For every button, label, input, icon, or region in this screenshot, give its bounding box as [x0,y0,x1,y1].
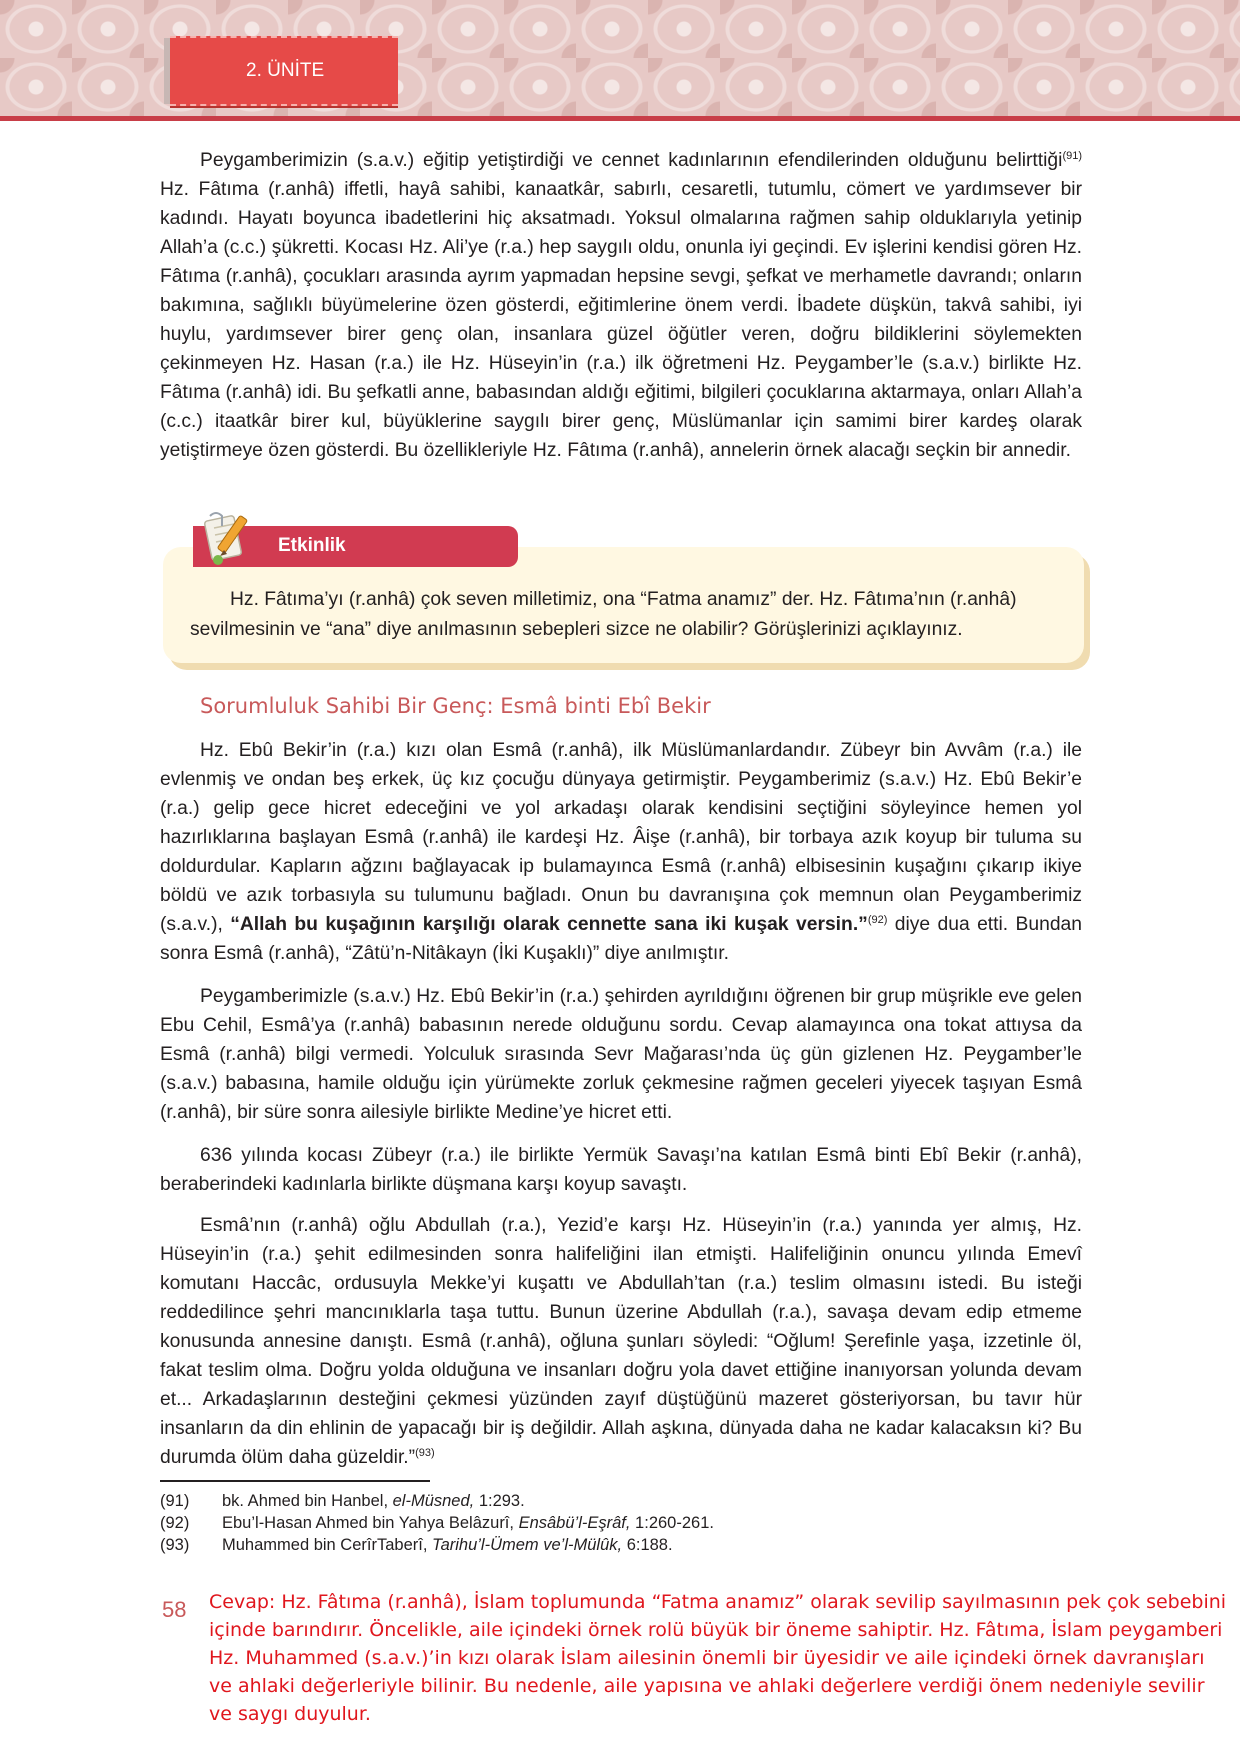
header-divider [0,116,1240,121]
footnote-ref-93: (93) [415,1447,435,1459]
footnote-item [160,1512,1080,1534]
hadith-quote: “Allah bu kuşağının karşılığı olarak cennette sana iki kuşak versin.” [230,914,868,935]
footnote-text: bk. Ahmed bin Hanbel, [222,1492,393,1510]
footnote-number: (92) [160,1514,190,1532]
paragraph-text: Hz. Fâtıma (r.anhâ) iffetli, hayâ sahibi, kanaatkâr, sabırlı, cesaretli, tutumlu, cömert ve yardımsever bir kadındı. Hayatı boyunca ibadetlerini hiç aksatmadı. Yoksul olmalarına rağmen sahip olduklarıyla yetinip Allah’a (c.c.) şükretti. Kocası Hz. Ali’ye (r.a.) hep saygılı oldu, onunla iyi geçindi. Ev işlerini kendisi gören Hz. Fâtıma (r.anhâ), çocukları arasında ayrım yapmadan hepsine sevgi, şefkat ve merhametle davrandı; onların bakımına, sağlıklı büyümelerine özen gösterdi, eğitimlerine önem verdi. İbadete düşkün, takvâ sahibi, iyi huylu, yardımsever birer genç olan, insanlara güzel öğütler veren, doğru bildiklerini söylemekten çekinmeyen Hz. Hasan (r.a.) ile Hz. Hüseyin’in (r.a.) ilk öğretmeni Hz. Peygamber’le (s.a.v.) birlikte Hz. Fâtıma (r.anhâ) idi. Bu şefkatli anne, babasından aldığı eğitimi, bilgileri çocuklarına aktarmaya, onları Allah’a (c.c.) itaatkâr birer kul, büyüklerine saygılı birer genç, Müslümanlar için samimi birer kardeş olarak yetiştirmeye özen gösterdi. Bu özellikleriyle Hz. Fâtıma (r.anhâ), annelerin örnek alacağı seçkin bir annedir. [160,179,1082,461]
paragraph-text: Peygamberimizin (s.a.v.) eğitip yetiştirdiği ve cennet kadınlarının efendilerinden olduğunu belirttiği [200,150,1063,171]
unit-label: 2. ÜNİTE [246,60,325,81]
paragraph-text: Hz. Ebû Bekir’in (r.a.) kızı olan Esmâ (r.anhâ), ilk Müslümanlardandır. Zübeyr bin Avvâm (r.a.) ile evlenmiş ve ondan beş erkek, üç kız çocuğu dünyaya getirmiştir. Peygamberimiz (s.a.v.) Hz. Ebû Bekir’e (r.a.) gelip gece hicret edeceğini ve yol arkadaşı olarak kendisini seçtiğini söyleyince hemen yol hazırlıklarına başlayan Esmâ (r.anhâ) ile kardeşi Hz. Âişe (r.anhâ), bir torbaya azık koyup bir tuluma su doldurdular. Kapların ağzını bağlayacak ip bulamayınca Esmâ (r.anhâ) elbisesinin kuşağını çıkarıp ikiye böldü ve azık torbasıyla su tulumunu bağladı. Onun bu davranışına çok memnun olan Peygamberimiz (s.a.v.), [160,740,1082,935]
footnote-text: 1:260-261. [630,1514,714,1532]
footnote-text: 6:188. [622,1536,673,1554]
footnote-text: 1:293. [474,1492,525,1510]
footnote-item [160,1490,1080,1512]
paragraph-esma-1 [160,736,1082,968]
footnotes [160,1490,1080,1556]
footnote-number: (93) [160,1536,190,1554]
section-title: Sorumluluk Sahibi Bir Genç: Esmâ binti Ebî Bekir [200,694,711,718]
footnote-item [160,1534,1080,1556]
paragraph-esma-2: Peygamberimizle (s.a.v.) Hz. Ebû Bekir’in (r.a.) şehirden ayrıldığını öğrenen bir grup müşrikle eve gelen Ebu Cehil, Esmâ’ya (r.anhâ) babasının nerede olduğunu sordu. Cevap alamayınca ona tokat attıysa da Esmâ (r.anhâ) bilgi vermedi. Yolculuk sırasında Sevr Mağarası’nda üç gün gizlenen Hz. Peygamber’le (s.a.v.) babasına, hamile olduğu için yürümekte zorluk çekmesine rağmen geceleri yiyecek taşıyan Esmâ (r.anhâ), bir süre sonra ailesiyle birlikte Medine’ye hicret etti. [160,986,1082,1123]
paragraph-text: Esmâ’nın (r.anhâ) oğlu Abdullah (r.a.), Yezid’e karşı Hz. Hüseyin’in (r.a.) yanında yer almış, Hz. Hüseyin’in (r.a.) şehit edilmesinden sonra halifeliğini ilan etmişti. Halifeliğinin onuncu yılında Emevî komutanı Haccâc, ordusuyla Mekke’yi kuşattı ve Abdullah’tan (r.a.) teslim olmasını istedi. Bu isteği reddedilince şehri mancınıklarla taşa tuttu. Bunun üzerine Abdullah (r.a.), savaşa devam edip etmeme konusunda annesine danıştı. Esmâ (r.anhâ), oğluna şunları söyledi: “Oğlum! Şerefinle yaşa, izzetinle öl, fakat teslim olma. Doğru yolda olduğuna ve insanları doğru yola davet ettiğine inanıyorsan yolunda devam et... Arkadaşlarının desteğini çekmesi yüzünden zayıf düştüğünü mazeret gösteriyorsan, bu tavır hür insanların da din ehlinin de yapacağı bir iş değildir. Allah aşkına, dünyada daha ne kadar kalacaksın ki? Bu durumda ölüm daha güzeldir.” [160,1215,1082,1468]
footnote-ref-91: (91) [1062,150,1082,162]
answer-text: Cevap: Hz. Fâtıma (r.anhâ), İslam toplumunda “Fatma anamız” olarak sevilip sayılmasının pek çok sebebini içinde barındırır. Öncelikle, aile içindeki örnek rolü büyük bir öneme sahiptir. Hz. Fâtıma, İslam peygamberi Hz. Muhammed (s.a.v.)’in kızı olarak İslam ailesinin önemli bir üyesidir ve aile içindeki örnek davranışları ve ahlaki değerleriyle bilinir. Bu nedenle, aile yapısına ve ahlaki değerlere verdiği önem nedeniyle sevilir ve saygı duyulur. [209,1591,1227,1725]
footnote-divider [160,1480,430,1482]
unit-tab [170,36,398,106]
footnote-source-title: Tarihu’l-Ümem ve’l-Mülûk, [432,1536,623,1554]
pencil-paper-icon [202,508,264,570]
footnote-source-title: el-Müsned, [392,1492,475,1510]
paragraph-text: diye dua etti. Bundan sonra Esmâ (r.anhâ), “Zâtü’n-Nitâkayn (İki Kuşaklı)” diye anılmıştır. [160,914,1083,964]
footnote-text: Ebu’l-Hasan Ahmed bin Yahya Belâzurî, [222,1514,519,1532]
paragraph-esma-4 [160,1211,1082,1472]
footnote-text: Muhammed bin CerîrTaberî, [222,1536,432,1554]
paragraph-esma-3: 636 yılında kocası Zübeyr (r.a.) ile birlikte Yermük Savaşı’na katılan Esmâ binti Ebî Bekir (r.anhâ), beraberindeki kadınlarla birlikte düşmana karşı koyup savaştı. [160,1145,1082,1195]
footnote-ref-92: (92) [867,914,888,926]
footnote-number: (91) [160,1492,190,1510]
footnote-source-title: Ensâbü’l-Eşrâf, [518,1514,631,1532]
paragraph-fatima [160,146,1082,465]
activity-title: Etkinlik [278,535,346,556]
page-number: 58 [162,1597,187,1622]
activity-question: Hz. Fâtıma’yı (r.anhâ) çok seven milletimiz, ona “Fatma anamız” der. Hz. Fâtıma’nın (r.anhâ) sevilmesinin ve “ana” diye anılmasının sebepleri sizce ne olabilir? Görüşlerinizi açıklayınız. [190,589,1017,640]
